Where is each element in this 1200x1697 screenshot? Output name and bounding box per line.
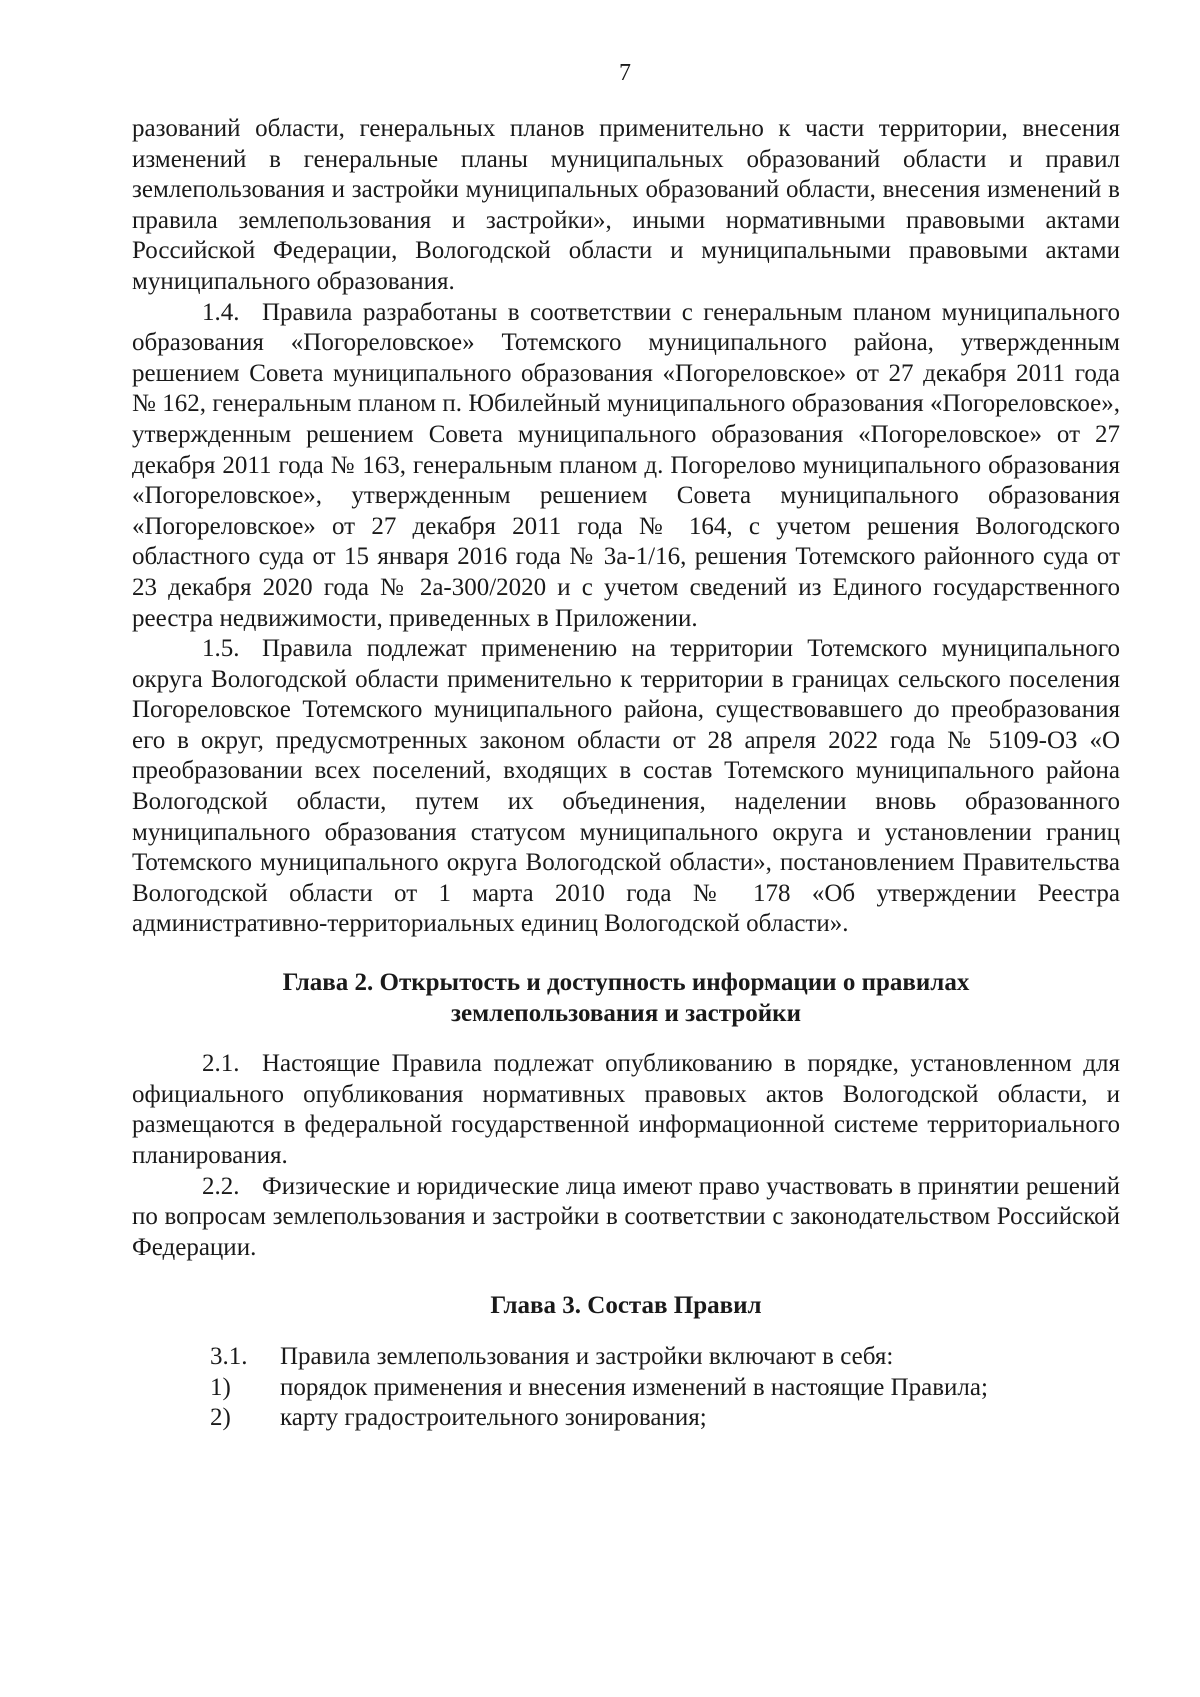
chapter-2-title-line-2: землепользования и застройки: [451, 999, 801, 1027]
paragraph-number: 2.2.: [202, 1172, 240, 1200]
list-item: [132, 1373, 1120, 1404]
paragraph-1-4: [132, 298, 1120, 635]
paragraph-number: 2.1.: [202, 1050, 240, 1078]
paragraph-intro: разований области, генеральных планов применительно к части территории, внесения изменений в генеральные планы муниципальных образований области и правил землепользования и застройки муниципальных образований области, внесения изменений в правила землепользования и застройки», иными нормативными правовыми актами Российской Федерации, Вологодской области и муниципальными правовыми актами муниципального образования.: [132, 115, 1120, 295]
chapter-2-heading: [132, 968, 1120, 1029]
paragraph-number: 1.4.: [202, 298, 240, 326]
list-item-text: порядок применения и внесения изменений в настоящие Правила;: [280, 1373, 988, 1401]
paragraph-text: Настоящие Правила подлежат опубликованию в порядке, установленном для официального опубликования нормативных правовых актов Вологодской области, и размещаются в федеральной государственной информационной системе территориального планирования.: [132, 1050, 1120, 1169]
paragraph-text: Правила разработаны в соответствии с генеральным планом муниципального образования «Погореловское» Тотемского муниципального района, утвержденным решением Совета муниципального образования «Погореловское» от 27 декабря 2011 года № 162, генеральным планом п. Юбилейный муниципального образования «Погореловское», утвержденным решением Совета муниципального образования «Погореловское» от 27 декабря 2011 года № 163, генеральным планом д. Погорелово муниципального образования «Погореловское», утвержденным решением Совета муниципального образования «Погореловское» от 27 декабря 2011 года № 164, с учетом решения Вологодского областного суда от 15 января 2016 года № 3а-1/16, решения Тотемского районного суда от 23 декабря 2020 года № 2а-300/2020 и с учетом сведений из Единого государственного реестра недвижимости, приведенных в Приложении.: [132, 298, 1120, 632]
paragraph-text: Правила подлежат применению на территории Тотемского муниципального округа Вологодской области применительно к территории в границах сельского поселения Погореловское Тотемского муниципального района, существовавшего до преобразования его в округ, предусмотренных законом области от 28 апреля 2022 года № 5109-ОЗ «О преобразовании всех поселений, входящих в состав Тотемского муниципального района Вологодской области, путем их объединения, наделении вновь образованного муниципального образования статусом муниципального округа и установлении границ Тотемского муниципального округа Вологодской области», постановлением Правительства Вологодской области от 1 марта 2010 года № 178 «Об утверждении Реестра административно-территориальных единиц Вологодской области».: [132, 635, 1120, 938]
paragraph-3-1: [132, 1342, 1120, 1373]
paragraph-number: 1.5.: [202, 635, 240, 663]
paragraph-1-5: [132, 634, 1120, 940]
document-body: [132, 114, 1120, 1434]
chapter-3-heading: Глава 3. Состав Правил: [490, 1292, 762, 1320]
paragraph-2-1: [132, 1049, 1120, 1171]
paragraph-2-2: [132, 1172, 1120, 1264]
list-item-number: 1): [210, 1373, 231, 1401]
paragraph-text: Правила землепользования и застройки включают в себя:: [280, 1342, 894, 1370]
list-item: [132, 1403, 1120, 1434]
list-item-number: 2): [210, 1404, 231, 1432]
paragraph-text: Физические и юридические лица имеют право участвовать в принятии решений по вопросам землепользования и застройки в соответствии с законодательством Российской Федерации.: [132, 1172, 1120, 1261]
paragraph-number: 3.1.: [210, 1342, 248, 1370]
chapter-2-title-line-1: Глава 2. Открытость и доступность информации о правилах: [282, 969, 970, 997]
page-number: 7: [619, 60, 631, 86]
list-item-text: карту градостроительного зонирования;: [280, 1404, 707, 1432]
